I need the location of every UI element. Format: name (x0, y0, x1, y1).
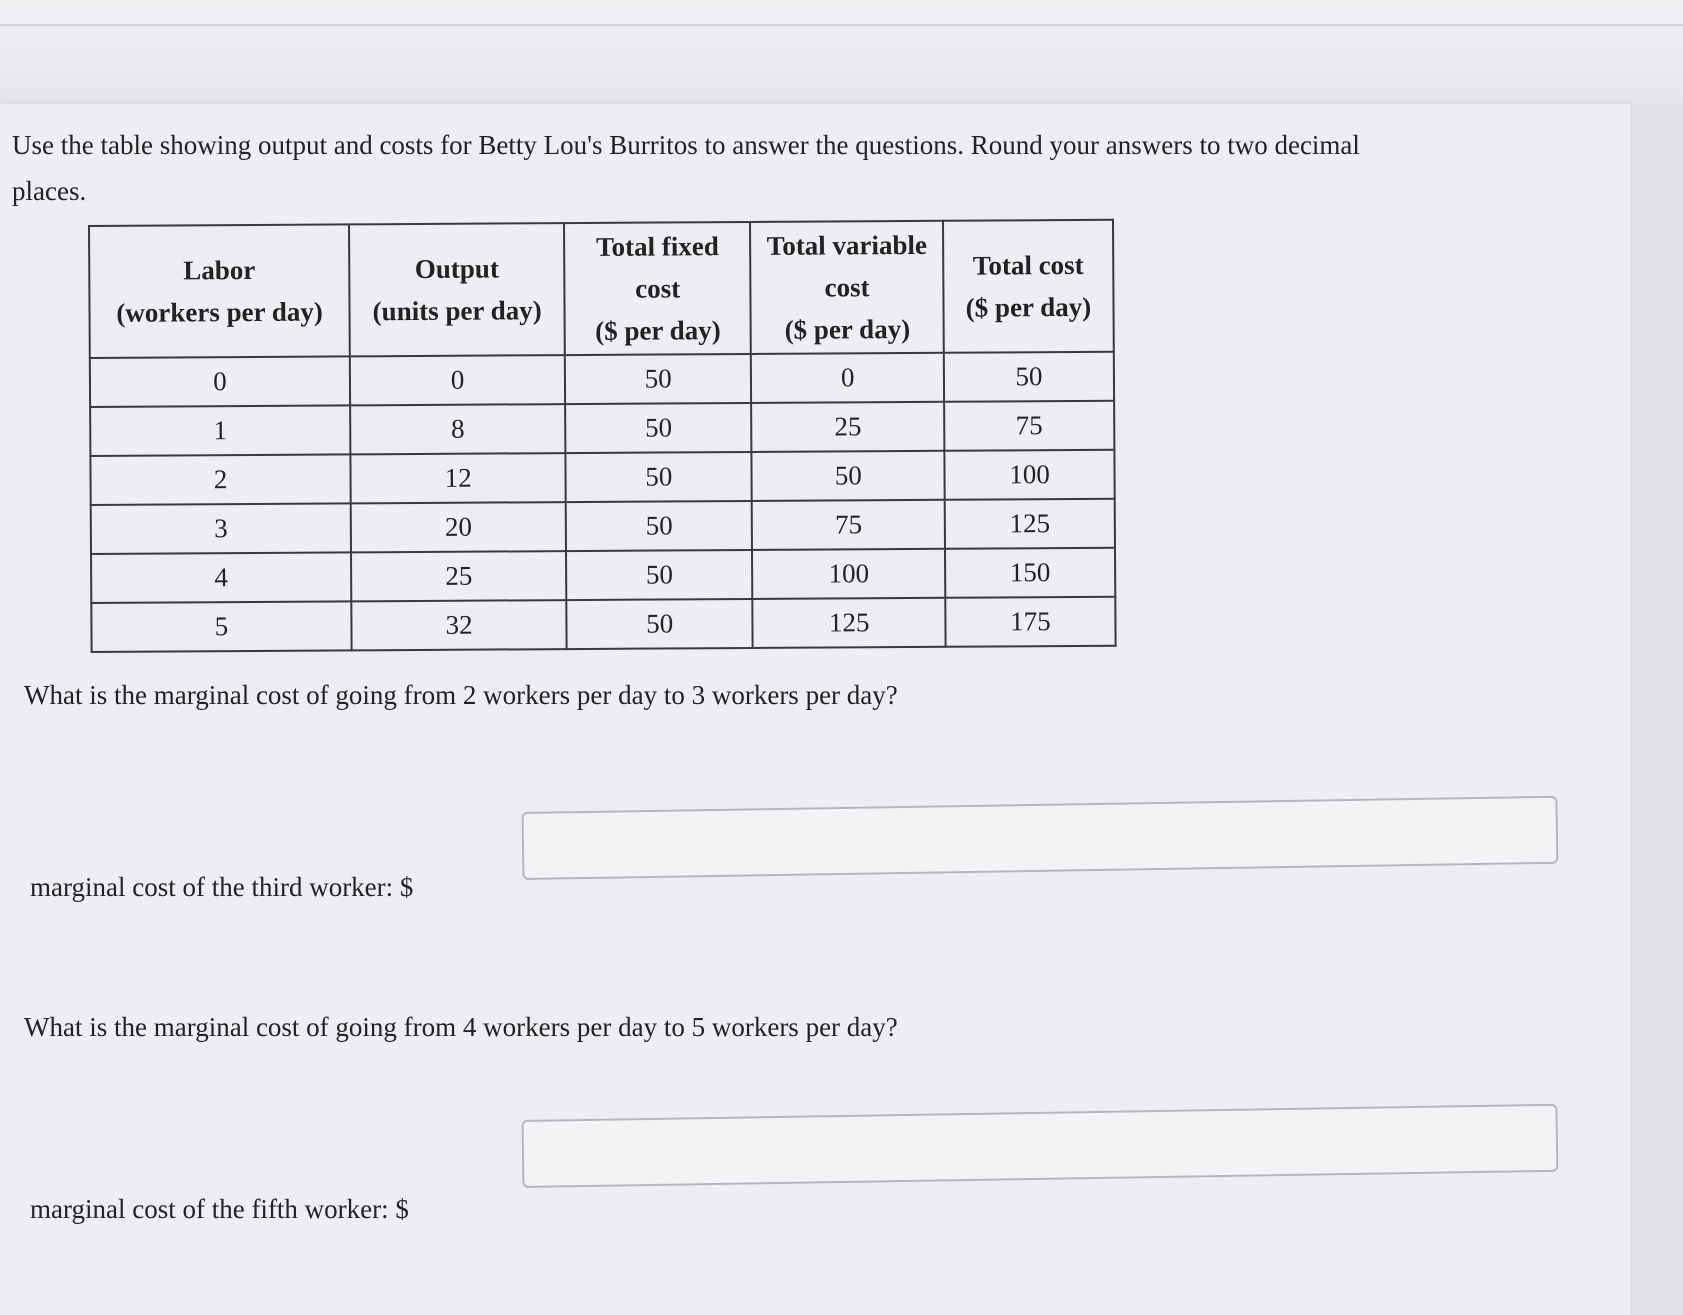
header-total-cost: Total cost ($ per day) (943, 220, 1114, 353)
table-cell: 8 (350, 404, 565, 454)
table-cell: 2 (90, 454, 350, 505)
answer-one-label: marginal cost of the third worker: $ (30, 872, 414, 902)
header-total-fixed-cost: Total fixed cost ($ per day) (564, 222, 751, 355)
table-cell: 50 (944, 352, 1114, 402)
top-divider (0, 24, 1683, 26)
table-cell: 50 (566, 501, 753, 551)
table-cell: 50 (566, 550, 753, 600)
table-cell: 25 (351, 551, 566, 601)
table-cell: 125 (945, 499, 1115, 549)
table-cell: 75 (752, 500, 945, 550)
question-two: What is the marginal cost of going from 4 workers per day to 5 workers per day? (24, 1012, 898, 1042)
table-cell: 3 (91, 503, 351, 554)
table-row (90, 450, 1114, 505)
header-labor: Labor (workers per day) (89, 224, 350, 358)
answer-two-label: marginal cost of the fifth worker: $ (30, 1194, 409, 1224)
table-cell: 100 (944, 450, 1114, 500)
table-cell: 50 (565, 403, 752, 453)
question-one: What is the marginal cost of going from 2 workers per day to 3 workers per day? (24, 680, 898, 710)
table-cell: 175 (945, 597, 1115, 647)
table-cell: 20 (351, 502, 566, 552)
top-band (0, 0, 1683, 105)
right-margin (1630, 104, 1683, 1315)
table-cell: 12 (350, 453, 565, 503)
table-header-row (89, 220, 1114, 358)
table-row (91, 597, 1115, 652)
header-total-variable-cost: Total variable cost ($ per day) (750, 221, 943, 354)
header-output: Output (units per day) (349, 223, 565, 356)
table-cell: 50 (565, 354, 752, 404)
table-cell: 0 (90, 356, 350, 407)
table-row (91, 548, 1115, 603)
table-cell: 50 (566, 599, 753, 649)
table-cell: 25 (752, 402, 945, 452)
cost-table (88, 219, 1117, 653)
table-cell: 5 (91, 601, 351, 652)
table-row (90, 352, 1114, 407)
table-cell: 32 (351, 600, 566, 650)
table-cell: 50 (752, 451, 945, 501)
table-cell: 75 (944, 401, 1114, 451)
instructions-text: Use the table showing output and costs for Betty Lou's Burritos to answer the questions. Round your answers to two decimal places. (12, 130, 1360, 206)
table-cell: 1 (90, 405, 350, 456)
table-row (91, 499, 1115, 554)
table-cell: 150 (945, 548, 1115, 598)
table-cell: 0 (350, 355, 565, 405)
table-cell: 0 (751, 353, 944, 403)
table-cell: 50 (566, 452, 753, 502)
table-cell: 125 (753, 598, 946, 648)
table-cell: 100 (752, 549, 945, 599)
table-row (90, 401, 1114, 456)
table-cell: 4 (91, 552, 351, 603)
